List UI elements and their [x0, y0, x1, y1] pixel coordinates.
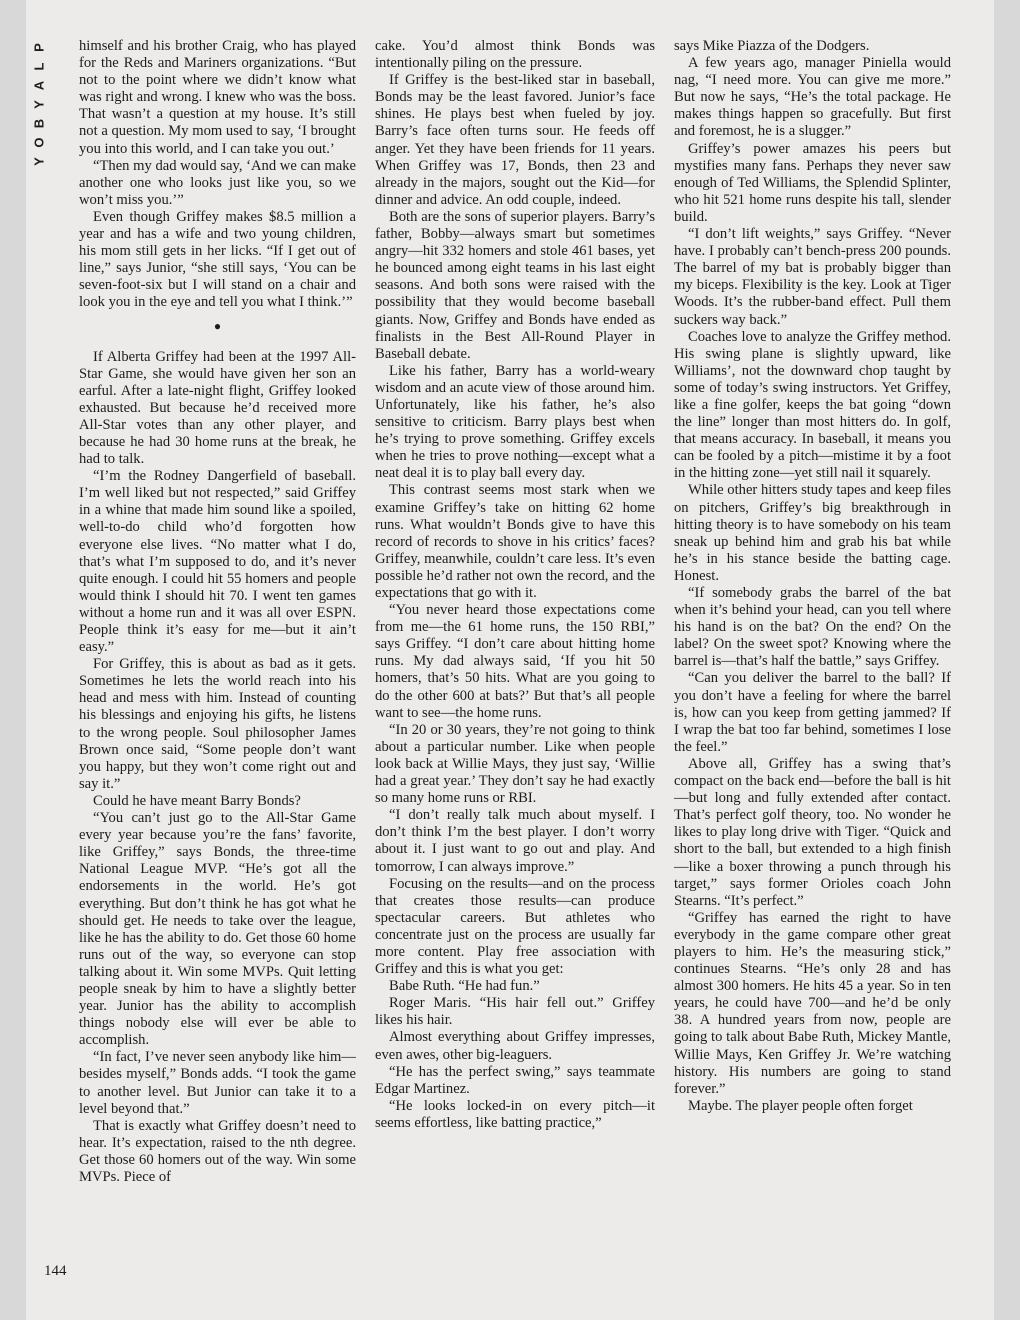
paragraph: Almost everything about Griffey impresses, even awes, other big-leaguers. [375, 1029, 655, 1063]
paragraph: Could he have meant Barry Bonds? [93, 792, 301, 809]
paragraph: Coaches love to analyze the Griffey method. His swing plane is slightly upward, like Williams’, not the downward chop taught by some of today’s swing instructors. Yet Griffey, like a fine golfer, keeps the bat going “down the line” longer than most hitters do. In golf, that means accuracy. In baseball, it means you can be fooled by a pitch—mistime it by a foot in the hitting zone—yet still nail it squarely. [674, 328, 951, 482]
paragraph: “He looks locked-in on every pitch—it seems effortless, like batting practice,” [375, 1097, 655, 1131]
paragraph: himself and his brother Craig, who has played for the Reds and Mariners organizations. “But not to the point where we didn’t know what was right and wrong. I knew who was the boss. That wasn’t a question at my house. It’s still not a question. My mom used to say, ‘I brought you into this world, and I can take you out.’ [79, 38, 356, 157]
section-break-bullet: ● [213, 318, 222, 333]
paragraph: Both are the sons of superior players. Barry’s father, Bobby—always smart but sometimes angry—hit 332 homers and stole 461 bases, yet he bounced among eight teams in his last eight seasons. And both sons were raised with the possibility that they would become baseball giants. Now, Griffey and Bonds have ended as finalists in the Best All-Round Player in Baseball debate. [375, 208, 655, 362]
paragraph: If Alberta Griffey had been at the 1997 All-Star Game, she would have given her son an earful. After a late-night flight, Griffey looked exhausted. But because he’d received more All-Star votes than any other player, and because he had 30 home runs at the break, he had to talk. [79, 348, 356, 468]
logo-letter: Y [31, 157, 47, 166]
paragraph: While other hitters study tapes and keep files on pitchers, Griffey’s big breakthrough in hitting theory is to have somebody on his team sneak up behind him and grab his bat while he’s in his stance beside the batting cage. Honest. [674, 482, 952, 584]
text-column-3 [674, 38, 951, 1115]
paragraph: Maybe. The player people often forget [688, 1097, 913, 1114]
logo-letter: Y [31, 100, 47, 109]
paragraph: “I don’t lift weights,” says Griffey. “Never have. I probably can’t bench-press 200 pounds. The barrel of my bat is probably bigger than my biceps. Flexibility is the key. Look at Tiger Woods. It’s the rubber-band effect. Pull them suckers way back.” [674, 226, 951, 328]
logo-letter: A [31, 80, 47, 91]
paragraph: Babe Ruth. “He had fun.” [389, 978, 540, 995]
paragraph: That is exactly what Griffey doesn’t need to hear. It’s expectation, raised to the nth degree. Get those 60 homers out of the way. Win some MVPs. Piece of [79, 1117, 356, 1185]
paragraph: Like his father, Barry has a world-weary wisdom and an acute view of those around him. Unfortunately, like his father, he’s also sensitive to criticism. Barry plays best when he’s trying to prove something. Griffey excels when he tries to prove nothing—except what a neat deal it is to play ball every day. [375, 362, 655, 482]
paragraph: For Griffey, this is about as bad as it gets. Sometimes he lets the world reach into his head and mess with him. Instead of counting his blessings and enjoying his gifts, he listens to the wrong people. Soul philosopher James Brown once said, “Some people don’t want you happy, but they won’t come right out and say it.” [79, 656, 356, 792]
paragraph: Above all, Griffey has a swing that’s compact on the back end—before the ball is hit—but long and fully extended after contact. That’s perfect golf theory, too. No wonder he likes to play long drive with Tiger. “Quick and short to the ball, but extended to a high finish—like a boxer throwing a punch through his target,” says former Orioles coach John Stearns. “It’s perfect.” [674, 755, 951, 909]
page-number: 144 [44, 1263, 67, 1279]
paragraph: Roger Maris. “His hair fell out.” Griffey likes his hair. [375, 995, 655, 1029]
paragraph: “In 20 or 30 years, they’re not going to think about a particular number. Like when people look back at Willie Mays, they just say, ‘Willie had a great year.’ They don’t say he had exactly so many home runs or RBI. [375, 721, 655, 807]
paragraph: This contrast seems most stark when we examine Griffey’s take on hitting 62 home runs. What wouldn’t Bonds give to have this record of records to shove in his critics’ faces? Griffey, meanwhile, couldn’t care less. It’s even possible he’d rather not own the record, and the expectations that go with it. [375, 482, 655, 601]
paragraph: “You can’t just go to the All-Star Game every year because you’re the fans’ favorite, like Griffey,” says Bonds, the three-time National League MVP. “He’s got all the endorsements in the world. He’s got everything. But don’t think he has got what he should get. He needs to take over the league, like he has the ability to do. Get those 60 home runs out of the way, so everyone can stop talking about it. Win some MVPs. Quit letting people sneak by him to have a slightly better year. Junior has the ability to accomplish things nobody else will ever be able to accomplish. [79, 810, 356, 1049]
text-column-2 [375, 38, 655, 1132]
paragraph: “In fact, I’ve never seen anybody like him—besides myself,” Bonds adds. “I took the game to another level. But Junior can take it to a level beyond that.” [79, 1049, 356, 1117]
paragraph: Griffey’s power amazes his peers but mystifies many fans. Perhaps they never saw enough of Ted Williams, the Splendid Splinter, who hit 521 home runs despite his tall, slender build. [674, 140, 951, 225]
paragraph: “Griffey has earned the right to have everybody in the game compare other great players to him. He’s the measuring stick,” continues Stearns. “He’s only 28 and has almost 300 homers. He hits 45 a year. So in ten years, he could have 700—and he’d be only 38. A hundred years from now, people are going to talk about Babe Ruth, Mickey Mantle, Willie Mays, Ken Griffey Jr. We’re watching history. His numbers are going to stand forever.” [674, 909, 951, 1097]
paragraph: If Griffey is the best-liked star in baseball, Bonds may be the least favored. Junior’s face shines. He plays best when fueled by joy. Barry’s face often turns sour. He feeds off anger. Yet they have been friends for 11 years. When Griffey was 17, Bonds, then 23 and already in the majors, sought out the Kid—for dinner and advice. An odd couple, indeed. [375, 72, 655, 208]
paragraph: “He has the perfect swing,” says teammate Edgar Martinez. [375, 1063, 655, 1097]
logo-letter: B [31, 118, 47, 129]
paragraph: “If somebody grabs the barrel of the bat when it’s behind your head, can you tell where his hand is on the bat? On the end? On the label? On the sweet spot? Knowing where the barrel is—that’s half the battle,” says Griffey. [674, 585, 951, 670]
paragraph: “I don’t really talk much about myself. I don’t think I’m the best player. I don’t worry about it. I just want to go out and play. And tomorrow, I can always improve.” [375, 807, 655, 875]
paragraph: Even though Griffey makes $8.5 million a year and has a wife and two young children, his mom still gets in her licks. “If I get out of line,” says Junior, “she still says, ‘You can be seven-foot-six but I will stand on a chair and look you in the eye and tell you what I think.’” [79, 208, 356, 311]
paragraph: Focusing on the results—and on the process that creates those results—can produce spectacular careers. But athletes who concentrate just on the process are usually far more content. Play free association with Griffey and this is what you get: [375, 875, 655, 978]
paragraph: “I’m the Rodney Dangerfield of baseball. I’m well liked but not respected,” said Griffey in a whine that made him sound like a spoiled, well-to-do child who’d forgotten how everyone else lives. “No matter what I do, that’s what I’m supposed to do, and it’s never quite enough. I could hit 55 homers and people would think I should hit 70. I went ten games without a home run and it was all over ESPN. People think it’s easy for me—but it ain’t easy.” [79, 468, 356, 656]
paragraph: “You never heard those expectations come from me—the 61 home runs, the 150 RBI,” says Griffey. “I don’t care about hitting home runs. My dad always said, ‘If you hit 50 homers, that’s 50 hits. What are you going to do the other 600 at bats?’ But that’s all people want to see—the home runs. [375, 602, 655, 721]
paragraph: says Mike Piazza of the Dodgers. [674, 38, 870, 54]
paragraph: cake. You’d almost think Bonds was intentionally piling on the pressure. [375, 38, 655, 72]
paragraph: “Can you deliver the barrel to the ball? If you don’t have a feeling for where the barrel is, how can you keep from getting jammed? If I wrap the bat too far behind, sometimes I lose the feel.” [674, 670, 951, 755]
logo-letter: O [31, 137, 47, 148]
paragraph: A few years ago, manager Piniella would nag, “I need more. You can give me more.” But now he says, “He’s the total package. He makes things happen so gracefully. But first and foremost, he is a slugger.” [674, 55, 951, 140]
paragraph: “Then my dad would say, ‘And we can make another one who looks just like you, so we won’t miss you.’” [79, 157, 356, 208]
text-column-1 [79, 38, 356, 1186]
logo-letter: L [31, 62, 47, 71]
playboy-vertical-logo [29, 38, 49, 198]
logo-letter: P [31, 43, 47, 52]
